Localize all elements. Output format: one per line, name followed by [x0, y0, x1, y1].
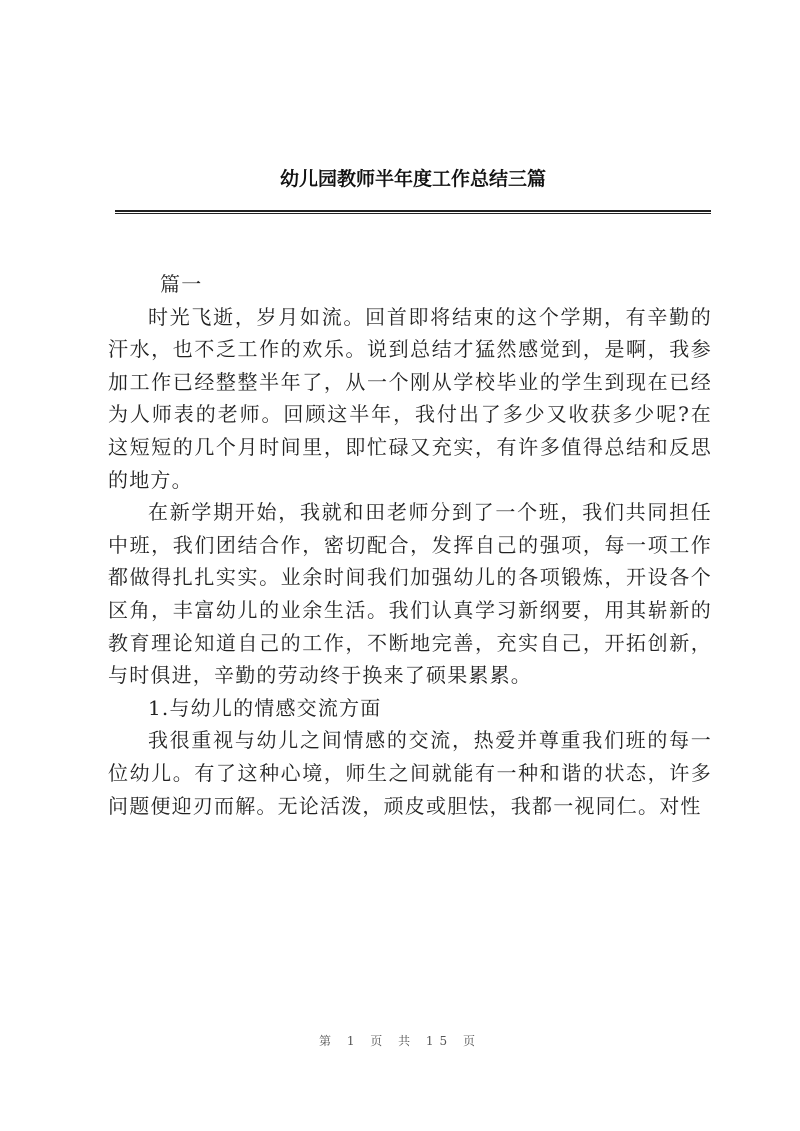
body-paragraph: 时光飞逝，岁月如流。回首即将结束的这个学期，有辛勤的汗水，也不乏工作的欢乐。说到总结才猛然感觉到，是啊，我参加工作已经整整半年了，从一个刚从学校毕业的学生到现在已经为人师表的老师。回顾这半年，我付出了多少又收获多少呢?在这短短的几个月时间里，即忙碌又充实，有许多值得总结和反思的地方。 [108, 304, 712, 492]
section-label: 篇一 [160, 272, 203, 296]
document-body [108, 268, 712, 822]
body-paragraph: 我很重视与幼儿之间情感的交流，热爱并尊重我们班的每一位幼儿。有了这种心境，师生之间就能有一种和谐的状态，许多问题便迎刃而解。无论活泼，顽皮或胆怯，我都一视同仁。对性 [108, 728, 712, 818]
title-divider [115, 210, 711, 214]
body-paragraph: 在新学期开始，我就和田老师分到了一个班，我们共同担任中班，我们团结合作，密切配合，发挥自己的强项，每一项工作都做得扎扎实实。业余时间我们加强幼儿的各项锻炼，开设各个区角，丰富幼儿的业余生活。我们认真学习新纲要，用其崭新的教育理论知道自己的工作，不断地完善，充实自己，开拓创新，与时俱进，辛勤的劳动终于换来了硕果累累。 [108, 500, 712, 688]
page-number-footer: 第 1 页 共 15 页 [319, 1034, 481, 1048]
item-heading: 1.与幼儿的情感交流方面 [148, 695, 382, 720]
document-title: 幼儿园教师半年度工作总结三篇 [279, 168, 546, 190]
